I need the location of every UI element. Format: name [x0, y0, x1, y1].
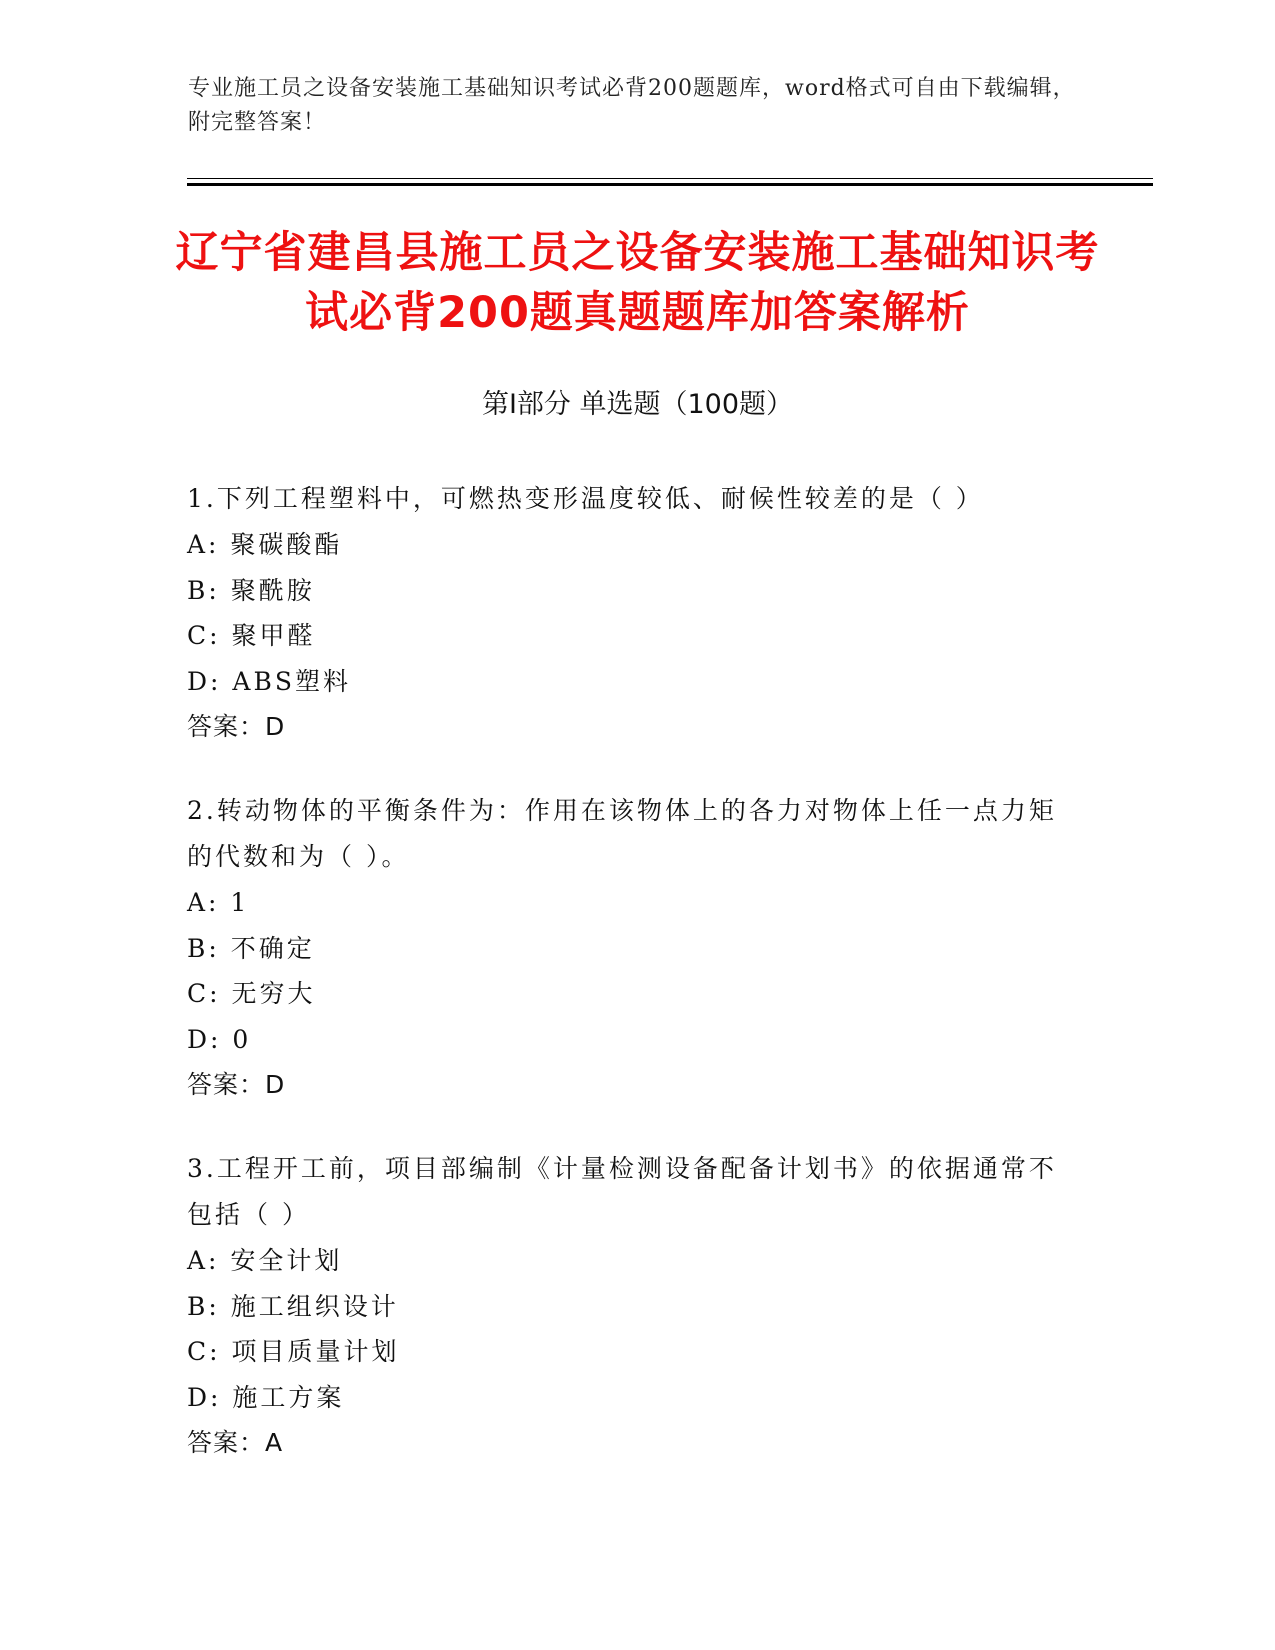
header-divider-thin [187, 178, 1153, 179]
question-stem: 1.下列工程塑料中，可燃热变形温度较低、耐候性较差的是（ ） [187, 484, 984, 513]
question-stem: 3.工程开工前，项目部编制《计量检测设备配备计划书》的依据通常不包括（ ） [187, 1154, 1057, 1229]
section-title: 第Ⅰ部分 单选题（100题） [481, 389, 794, 420]
answer-label: 答案：A [187, 1428, 284, 1457]
option-d: D: 施工方案 [187, 1382, 345, 1412]
option-a: A: 安全计划 [187, 1246, 343, 1275]
question-2 [187, 788, 1067, 1108]
answer-label: 答案：D [187, 1070, 286, 1099]
header-divider-thick [187, 183, 1153, 186]
question-3 [187, 1146, 1067, 1466]
header-note: 专业施工员之设备安装施工基础知识考试必背200题题库，word格式可自由下载编辑，附完整答案！ [188, 76, 1076, 135]
option-a: A: 1 [187, 888, 250, 917]
option-c: C: 项目质量计划 [187, 1337, 400, 1366]
option-c: C: 无穷大 [187, 979, 316, 1008]
option-d: D: 0 [187, 1024, 252, 1054]
option-b: B: 施工组织设计 [187, 1291, 399, 1321]
question-1 [187, 476, 1067, 750]
question-list [187, 476, 1067, 1504]
option-b: B: 聚酰胺 [187, 575, 315, 605]
option-d: D: ABS塑料 [187, 666, 351, 696]
option-a: A: 聚碳酸酯 [187, 530, 343, 559]
question-stem: 2.转动物体的平衡条件为：作用在该物体上的各力对物体上任一点力矩的代数和为（ ）。 [187, 796, 1057, 871]
option-c: C: 聚甲醛 [187, 621, 316, 650]
document-title: 辽宁省建昌县施工员之设备安装施工基础知识考试必背200题真题题库加答案解析 [175, 228, 1100, 338]
option-b: B: 不确定 [187, 933, 315, 963]
answer-label: 答案：D [187, 712, 286, 741]
